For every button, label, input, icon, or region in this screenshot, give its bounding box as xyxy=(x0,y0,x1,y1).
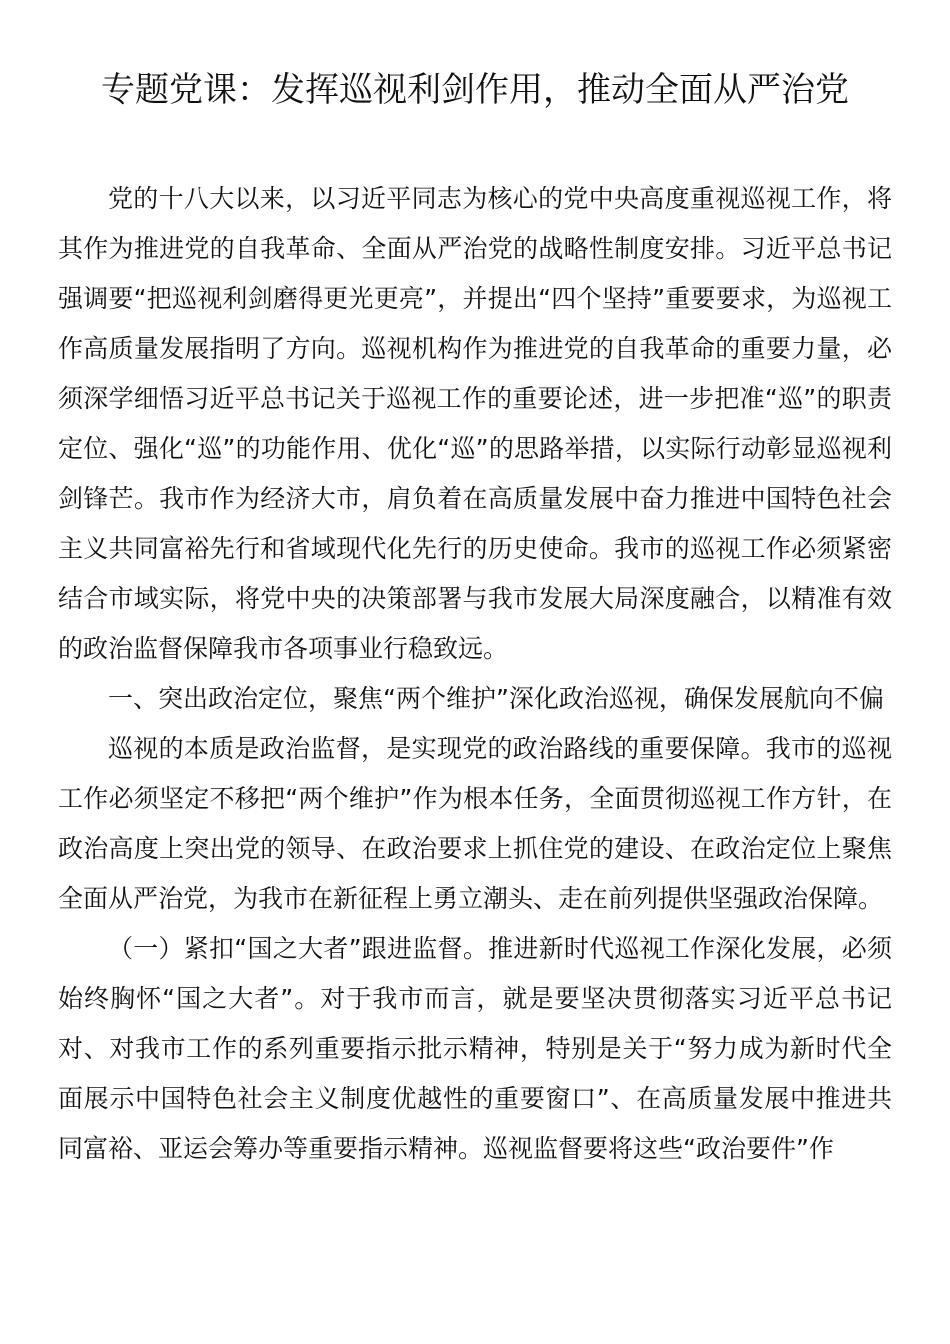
paragraph-section-1: 巡视的本质是政治监督，是实现党的政治路线的重要保障。我市的巡视工作必须坚定不移把“两个维护”作为根本任务，全面贯彻巡视工作方针，在政治高度上突出党的领导、在政治要求上抓住党的建设、在政治定位上聚焦全面从严治党，为我市在新征程上勇立潮头、走在前列提供坚强政治保障。 xyxy=(58,734,892,913)
paragraph-intro: 党的十八大以来，以习近平同志为核心的党中央高度重视巡视工作，将其作为推进党的自我革命、全面从严治党的战略性制度安排。习近平总书记强调要“把巡视利剑磨得更光更亮”，并提出“四个坚持”重要要求，为巡视工作高质量发展指明了方向。巡视机构作为推进党的自我革命的重要力量，必须深学细悟习近平总书记关于巡视工作的重要论述，进一步把准“巡”的职责定位、强化“巡”的功能作用、优化“巡”的思路举措，以实际行动彰显巡视利剑锋芒。我市作为经济大市，肩负着在高质量发展中奋力推进中国特色社会主义共同富裕先行和省域现代化先行的历史使命。我市的巡视工作必须紧密结合市域实际，将党中央的决策部署与我市发展大局深度融合，以精准有效的政治监督保障我市各项事业行稳致远。 xyxy=(58,184,892,663)
section-heading-1: 一、突出政治定位，聚焦“两个维护”深化政治巡视，确保发展航向不偏 xyxy=(108,684,884,713)
document-title: 专题党课：发挥巡视利剑作用，推动全面从严治党 xyxy=(101,70,849,110)
document-body xyxy=(58,174,892,1174)
paragraph-subsection-1: （一）紧扣“国之大者”跟进监督。推进新时代巡视工作深化发展，必须始终胸怀“国之大者”。对于我市而言，就是要坚决贯彻落实习近平总书记对、对我市工作的系列重要指示批示精神，特别是关于“努力成为新时代全面展示中国特色社会主义制度优越性的重要窗口”、在高质量发展中推进共同富裕、亚运会筹办等重要指示精神。巡视监督要将这些“政治要件”作 xyxy=(58,934,892,1163)
